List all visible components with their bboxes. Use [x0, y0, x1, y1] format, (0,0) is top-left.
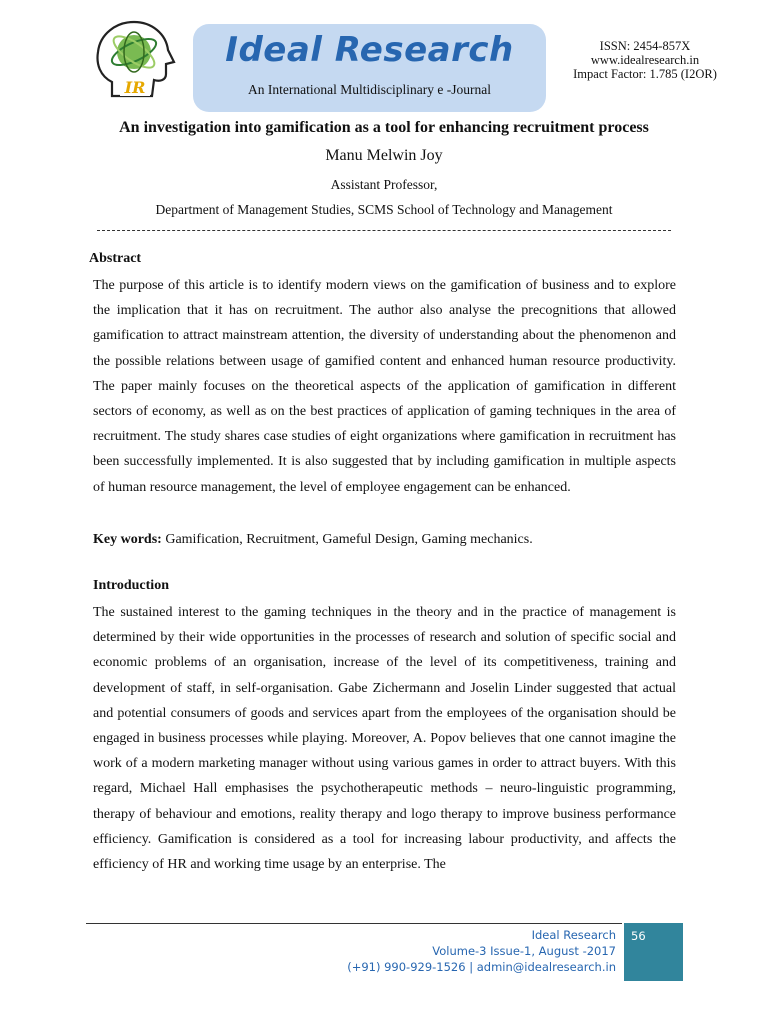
page-footer [300, 927, 616, 975]
issn: ISSN: 2454-857X [599, 39, 691, 53]
page-number: 56 [631, 929, 646, 943]
journal-subtitle: An International Multidisciplinary e -Journal [248, 82, 491, 97]
author-position: Assistant Professor, [330, 177, 438, 192]
author-name: Manu Melwin Joy [325, 147, 443, 164]
journal-name: Ideal Research [225, 30, 514, 70]
page-number-box [624, 923, 683, 981]
introduction-heading: Introduction [93, 578, 169, 593]
introduction-paragraph: The sustained interest to the gaming techniques in the theory and in the practice of management is determined by their wide opportunities in the processes of research and solution of specific social and economic problems of an organisation, increase of the level of its competitiveness, training and development of staff, in self-organisation. Gabe Zichermann and Joselin Linder suggested that actual and potential consumers of goods and services apart from the employees of the organisation should be engaged in business processes while playing. Moreover, A. Popov believes that one cannot imagine the work of a modern marketing manager without using various games in order to attract buyers. With this regard, Michael Hall emphasises the psychotherapeutic methods – neuro-linguistic programming, therapy of behaviour and emotions, reality therapy and logo therapy to improve business performance efficiency. Gamification is considered as a tool for increasing labour productivity, and affects the efficiency of HR and working time usage by an enterprise. The [93, 605, 676, 873]
footer-contact[interactable]: (+91) 990-929-1526 | admin@idealresearch.in [347, 960, 616, 974]
footer-journal: Ideal Research [531, 928, 616, 942]
abstract-heading: Abstract [89, 251, 142, 266]
journal-logo [94, 18, 176, 106]
article-title: An investigation into gamification as a tool for enhancing recruitment process [119, 119, 649, 136]
keywords-line [93, 527, 533, 552]
logo-text: IR [124, 78, 146, 97]
impact-factor: Impact Factor: 1.785 (I2OR) [573, 67, 717, 81]
footer-volume: Volume-3 Issue-1, August -2017 [432, 944, 616, 958]
keywords-list: Gamification, Recruitment, Gameful Design, Gaming mechanics. [165, 532, 533, 547]
author-department: Department of Management Studies, SCMS School of Technology and Management [155, 202, 613, 217]
journal-banner [193, 24, 546, 112]
section-divider [97, 230, 671, 237]
journal-info [552, 39, 738, 81]
abstract-paragraph: The purpose of this article is to identify modern views on the gamification of business and to explore the implication that it has on recruitment. The author also analyse the precognitions that allowed gamification to attract mainstream attention, the diversity of understanding about the phenomenon and the possible relations between usage of gamified content and enhanced human resource productivity. The paper mainly focuses on the theoretical aspects of the application of gamification in different sectors of economy, as well as on the best practices of application of gaming techniques in the area of recruitment. The study shares case studies of eight organizations where gamification in recruitment has been successfully implemented. It is also suggested that by including gamification in multiple aspects of human resource management, the level of employee engagement can be enhanced. [93, 278, 676, 495]
website[interactable]: www.idealresearch.in [590, 53, 700, 67]
footer-divider [86, 923, 622, 924]
keywords-label: Key words: [93, 532, 162, 547]
